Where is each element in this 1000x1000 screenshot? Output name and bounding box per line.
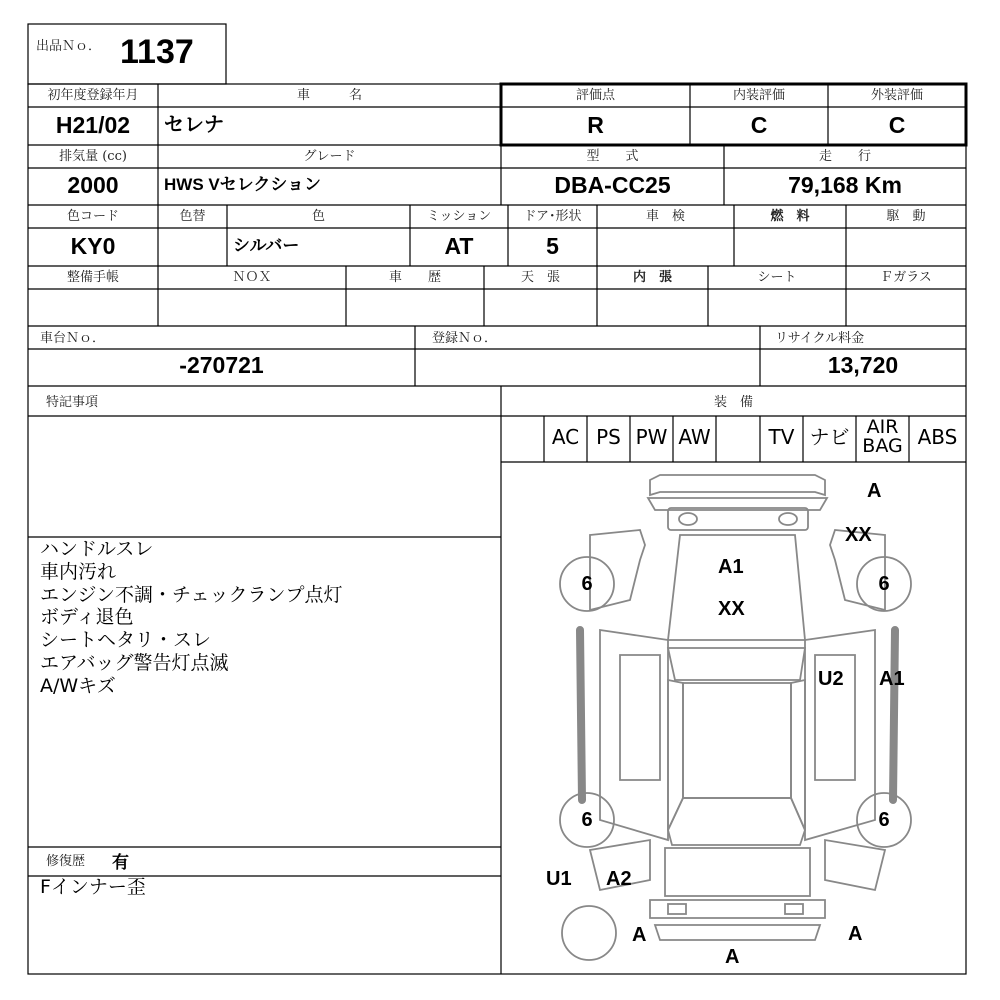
interior-score-label: 内装評価 <box>732 88 785 103</box>
tire-rear-right: 6 <box>878 809 890 831</box>
color-label: 色 <box>311 209 325 224</box>
equipment-ac: AC <box>551 425 580 449</box>
displacement-value: 2000 <box>67 172 119 198</box>
displacement-label: 排気量 (cc) <box>59 149 127 164</box>
note-item: 車内汚れ <box>40 561 117 583</box>
equipment-tv: TV <box>768 425 795 449</box>
tire-front-right: 6 <box>878 573 890 595</box>
chassis-value: -270721 <box>179 352 264 378</box>
recycle-label: リサイクル料金 <box>775 331 865 346</box>
color-value: シルバー <box>233 236 300 255</box>
color-code-label: 色コード <box>66 209 119 224</box>
mission-label: ミッション <box>426 209 492 224</box>
mileage-value: 79,168 Km <box>788 172 902 198</box>
repair-label: 修復歴 <box>46 854 86 869</box>
damage-mark-right-side-2: A1 <box>879 668 905 690</box>
equipment-airbag: AIR BAG <box>862 416 903 457</box>
repaint-label: 色替 <box>179 209 206 224</box>
fglass-label: Ｆガラス <box>880 270 932 285</box>
equipment-aw: AW <box>678 425 711 449</box>
damage-mark-hood: XX <box>845 524 872 546</box>
damage-mark-windshield-2: XX <box>718 598 745 620</box>
grade-value: HWS Vセレクション <box>164 175 322 194</box>
score-value: R <box>587 112 604 138</box>
fuel-label: 燃 料 <box>770 209 810 224</box>
grade-label: グレード <box>303 149 356 164</box>
damage-mark-left-rear: U1 <box>546 868 572 890</box>
damage-mark-windshield-1: A1 <box>718 556 744 578</box>
equipment-pw: PW <box>635 425 668 449</box>
nox-label: ＮＯＸ <box>232 270 272 285</box>
car-name-value: セレナ <box>164 114 224 136</box>
tire-front-left: 6 <box>581 573 593 595</box>
damage-mark-right-side-1: U2 <box>818 668 844 690</box>
drive-label: 駆 動 <box>886 209 926 224</box>
note-item: ハンドルスレ <box>40 538 154 560</box>
exterior-score-label: 外装評価 <box>870 88 923 103</box>
damage-mark-front-bumper: A <box>867 480 882 502</box>
first-reg-value: H21/02 <box>55 112 131 138</box>
model-label: 型 式 <box>586 149 639 164</box>
lot-label: 出品Ｎｏ． <box>36 39 102 54</box>
notes-label: 特記事項 <box>46 395 99 410</box>
recycle-value: 13,720 <box>827 352 899 378</box>
tire-rear-left: 6 <box>581 809 593 831</box>
interior-score-value: C <box>750 112 768 138</box>
note-item: エアバッグ警告灯点滅 <box>40 652 229 674</box>
note-item: エンジン不調・チェックランプ点灯 <box>40 584 343 606</box>
damage-mark-rear-bumper-right: A <box>848 923 863 945</box>
door-value: 5 <box>546 233 559 259</box>
mission-value: AT <box>444 233 474 259</box>
seat-label: シート <box>757 270 797 285</box>
repair-detail: Fインナー歪 <box>40 876 146 898</box>
model-value: DBA-CC25 <box>554 172 671 198</box>
equipment-label: 装 備 <box>713 395 753 410</box>
color-code-value: KY0 <box>70 233 116 259</box>
note-item: シートヘタリ・スレ <box>40 629 212 651</box>
damage-mark-rear-bottom: A <box>725 946 740 968</box>
equipment-ps: PS <box>596 425 621 449</box>
note-item: A/Wキズ <box>40 675 116 697</box>
history-label: 車 歴 <box>388 270 441 285</box>
first-reg-label: 初年度登録年月 <box>47 88 139 103</box>
roof-label: 天 張 <box>520 270 560 285</box>
door-label: ドア･形状 <box>523 209 582 224</box>
equipment-abs: ABS <box>917 425 958 449</box>
equipment-navi: ナビ <box>809 425 850 449</box>
interior-trim-label: 内 張 <box>632 270 672 285</box>
reg-no-label: 登録Ｎｏ． <box>432 331 498 346</box>
chassis-label: 車台Ｎｏ． <box>40 331 106 346</box>
exterior-score-value: C <box>888 112 906 138</box>
damage-mark-rear-bumper-left: A <box>632 924 647 946</box>
damage-mark-rear-1: A2 <box>606 868 632 890</box>
maintenance-label: 整備手帳 <box>66 270 119 285</box>
car-name-label: 車 名 <box>296 88 362 103</box>
lot-number: 1137 <box>120 33 194 71</box>
note-item: ボディ退色 <box>40 606 134 628</box>
repair-value: 有 <box>112 853 129 872</box>
score-label: 評価点 <box>575 88 615 103</box>
mileage-label: 走 行 <box>818 149 871 164</box>
inspection-label: 車 検 <box>645 209 685 224</box>
